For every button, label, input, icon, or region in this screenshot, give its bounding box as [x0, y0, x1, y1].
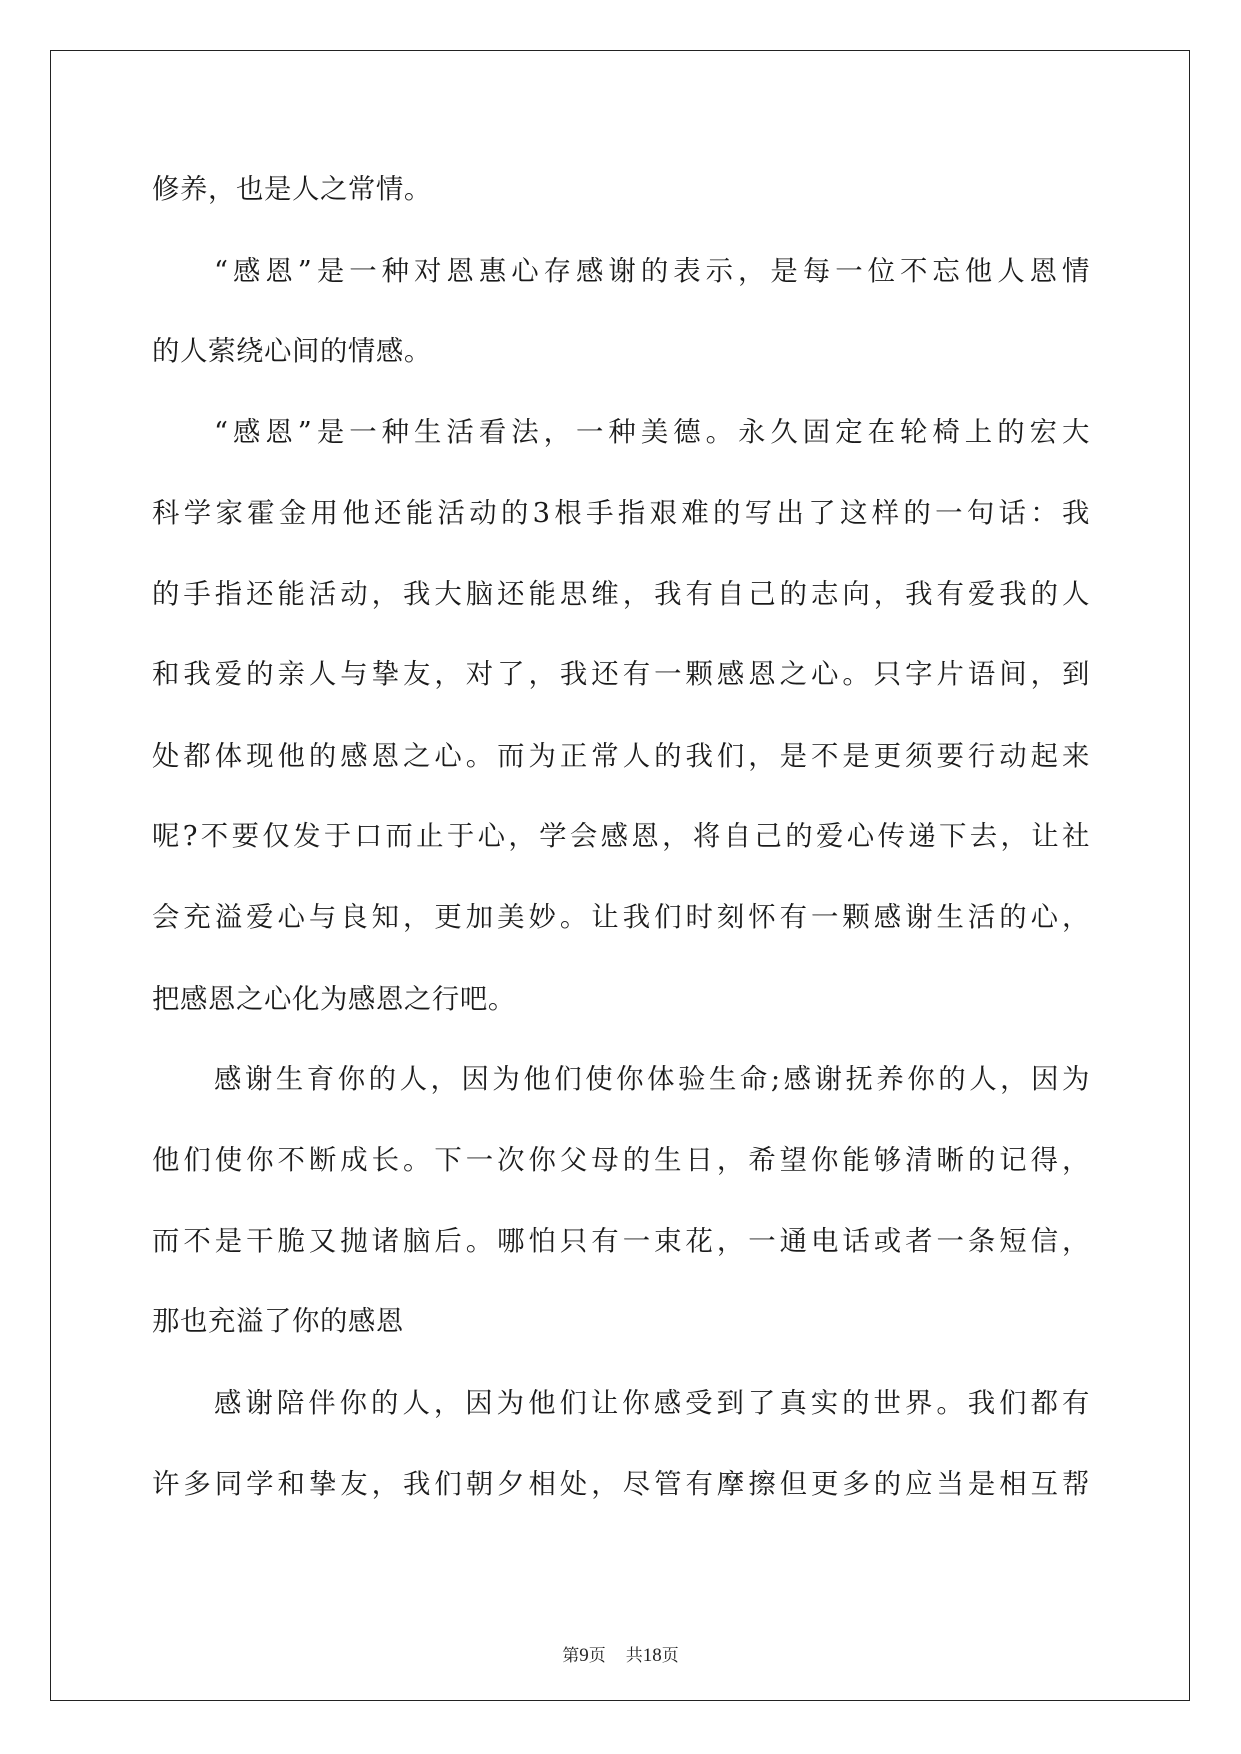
total-suffix: 页: [661, 1646, 679, 1666]
paragraph-line: 的手指还能活动，我大脑还能思维，我有自己的志向，我有爱我的人: [152, 579, 1090, 610]
total-prefix: 共: [625, 1646, 643, 1666]
paragraph-line: 的人萦绕心间的情感。: [152, 336, 432, 367]
paragraph-line: 呢?不要仅发于口而止于心，学会感恩，将自己的爱心传递下去，让社: [152, 821, 1090, 852]
total-pages: 18: [642, 1645, 662, 1666]
page-suffix: 页: [588, 1646, 606, 1666]
paragraph-line: “感恩”是一种生活看法，一种美德。永久固定在轮椅上的宏大: [214, 417, 1090, 448]
paragraph-line: 把感恩之心化为感恩之行吧。: [152, 984, 516, 1015]
paragraph-line: “感恩”是一种对恩惠心存感谢的表示，是每一位不忘他人恩情: [214, 256, 1090, 287]
page-number: 9: [579, 1645, 589, 1666]
page-prefix: 第: [562, 1646, 580, 1666]
paragraph-line: 许多同学和挚友，我们朝夕相处，尽管有摩擦但更多的应当是相互帮: [152, 1469, 1090, 1500]
paragraph-line: 处都体现他的感恩之心。而为正常人的我们，是不是更须要行动起来: [152, 741, 1090, 772]
page-footer: [0, 1644, 1241, 1668]
paragraph-line: 和我爱的亲人与挚友，对了，我还有一颗感恩之心。只字片语间，到: [152, 659, 1090, 690]
paragraph-line: 科学家霍金用他还能活动的3根手指艰难的写出了这样的一句话：我: [152, 498, 1090, 529]
paragraph-line: 他们使你不断成长。下一次你父母的生日，希望你能够清晰的记得，: [152, 1145, 1090, 1176]
paragraph-line: 会充溢爱心与良知，更加美妙。让我们时刻怀有一颗感谢生活的心，: [152, 902, 1090, 933]
paragraph-line: 而不是干脆又抛诸脑后。哪怕只有一束花，一通电话或者一条短信，: [152, 1226, 1090, 1257]
paragraph-line: 感谢生育你的人，因为他们使你体验生命;感谢抚养你的人，因为: [214, 1064, 1090, 1095]
page-border: [50, 50, 1190, 1701]
paragraph-line: 感谢陪伴你的人，因为他们让你感受到了真实的世界。我们都有: [214, 1388, 1090, 1419]
paragraph-line: 那也充溢了你的感恩: [152, 1306, 404, 1337]
paragraph-line: 修养，也是人之常情。: [152, 174, 432, 205]
